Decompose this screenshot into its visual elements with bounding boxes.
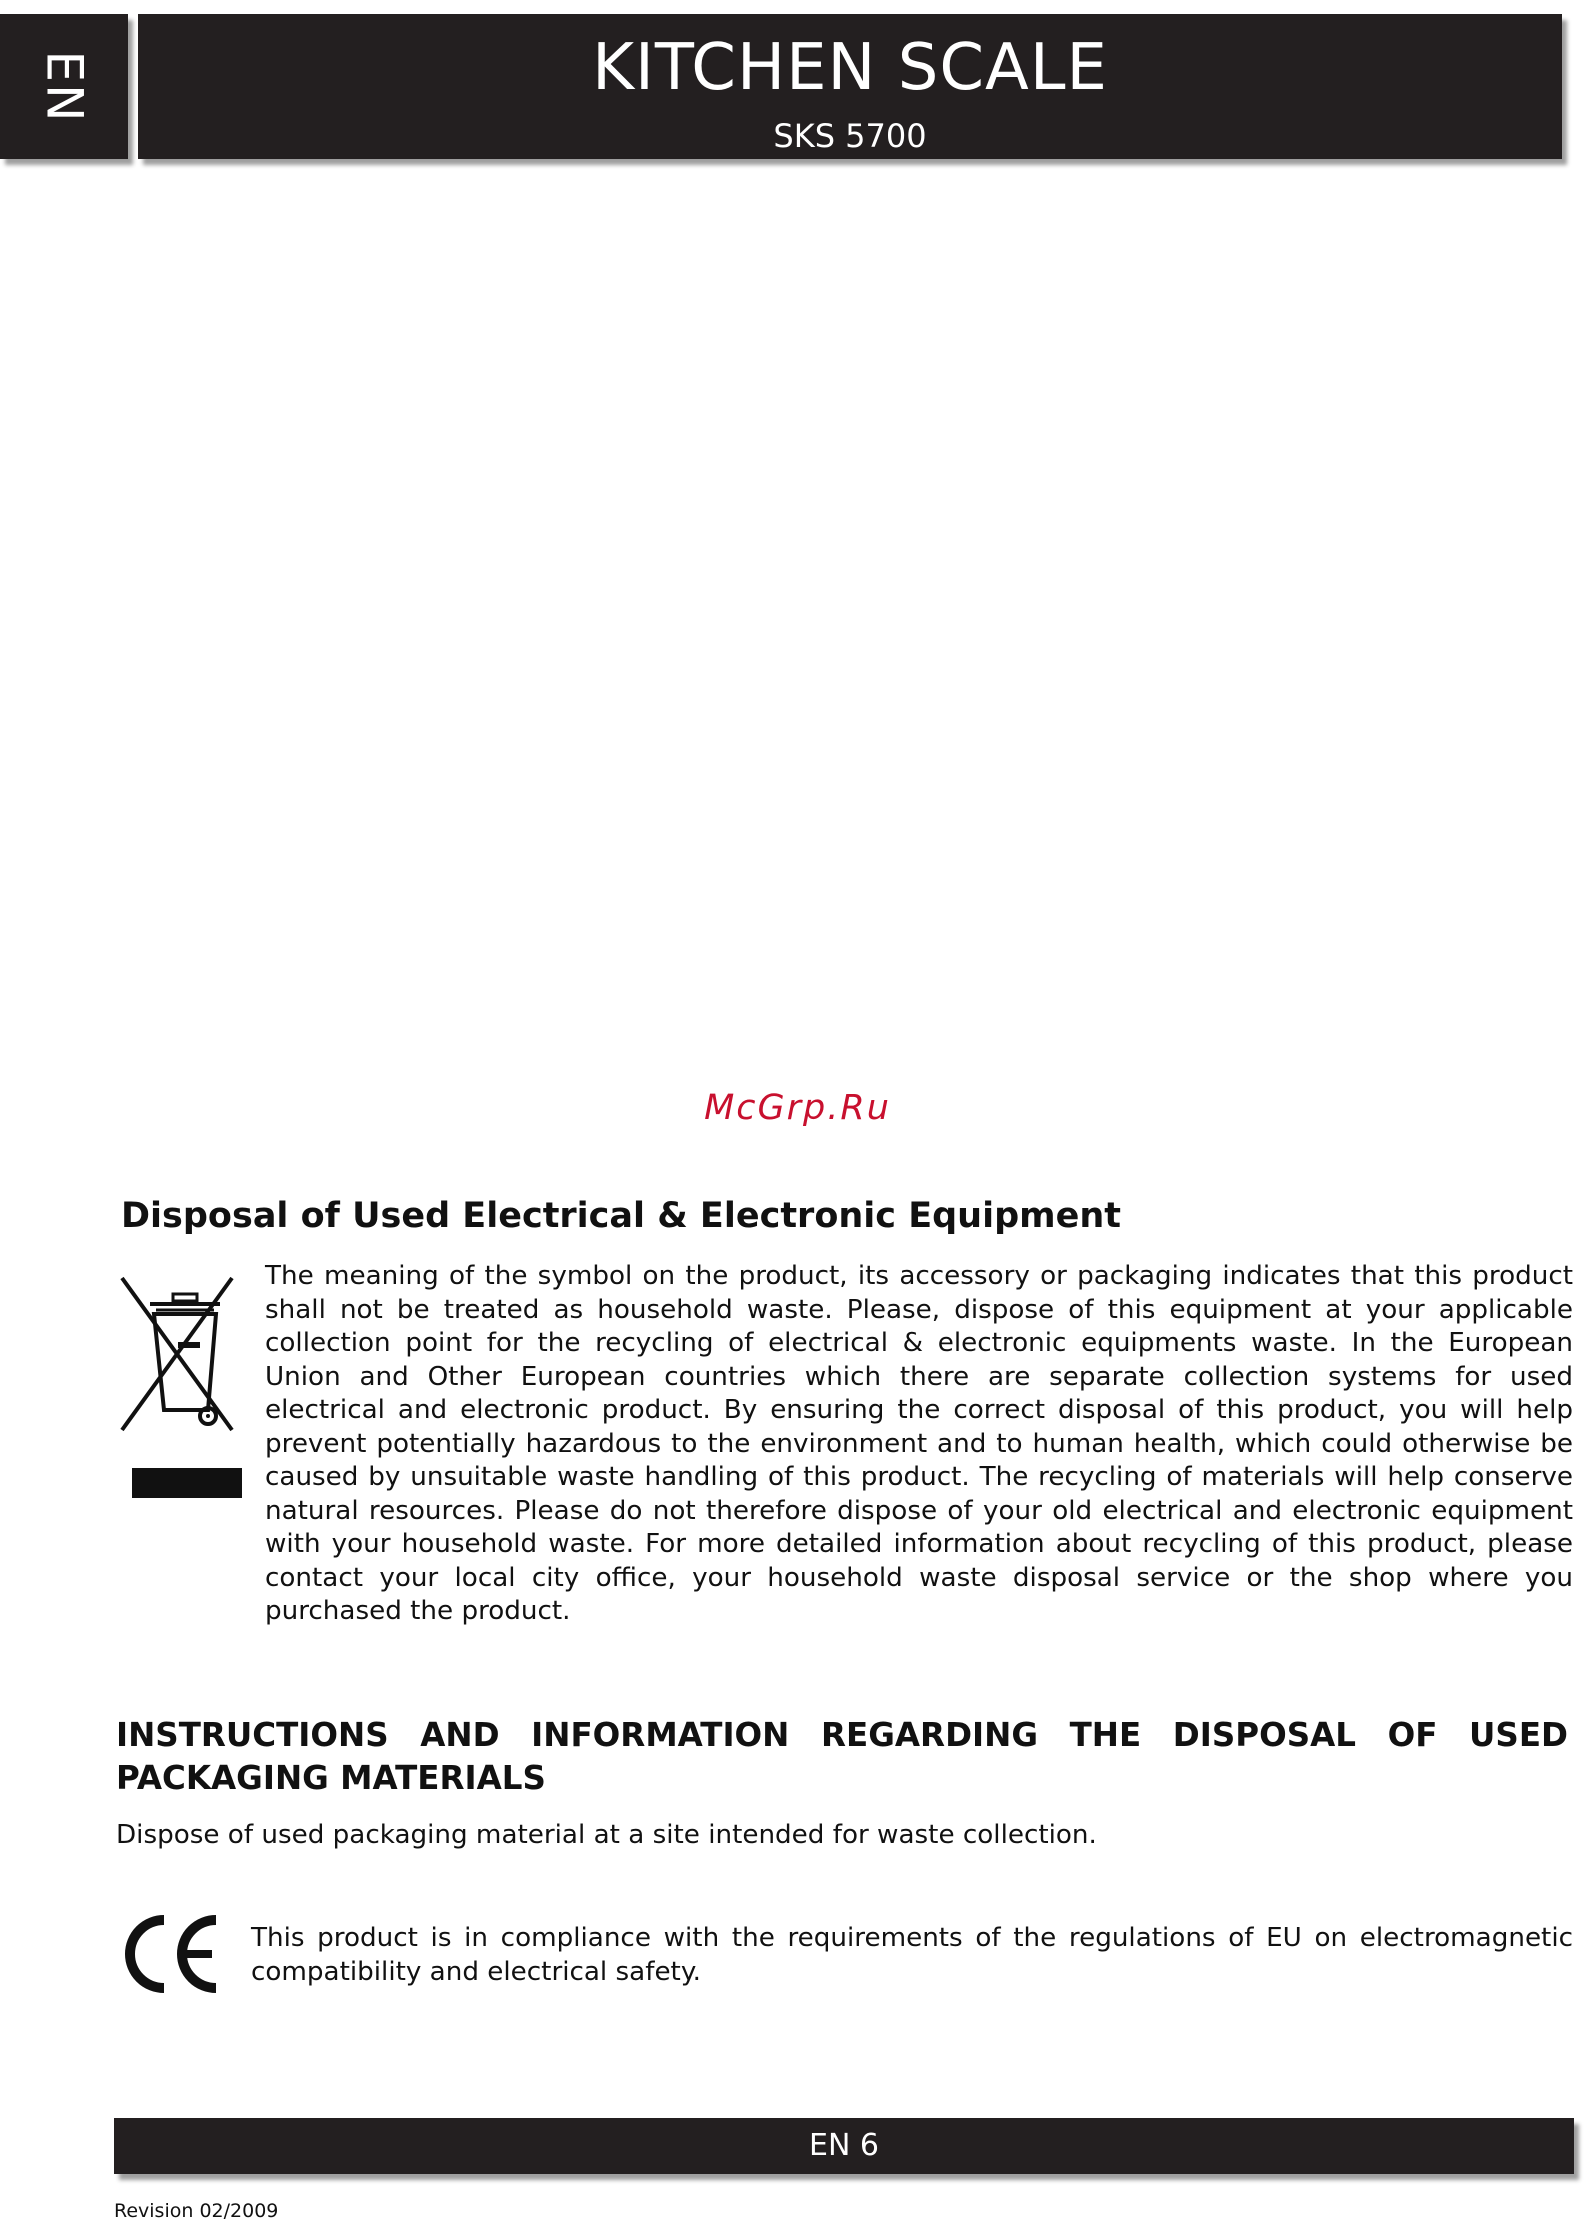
weee-heading: Disposal of Used Electrical & Electronic Equipment [121, 1196, 1121, 1236]
page-number: EN 6 [808, 2128, 880, 2163]
page-title: KITCHEN SCALE [592, 31, 1108, 105]
ce-mark-icon [120, 1912, 222, 1996]
language-label: EN [35, 50, 93, 123]
model-number: SKS 5700 [773, 117, 927, 155]
crossed-out-wheeled-bin-icon [120, 1270, 250, 1500]
weee-body-text: The meaning of the symbol on the product, its accessory or packaging indicates that this product shall not be treated as household waste. Please, dispose of this equipment at your applicable collection point for the recycling of electrical & electronic equipments waste. In the European Union and Other European countries which there are separate collection systems for used electrical and electronic product. By ensuring the correct disposal of this product, you will help prevent potentially hazardous to the environment and to human health, which could otherwise be caused by unsuitable waste handling of this product. The recycling of materials will help conserve natural resources. Please do not therefore dispose of your old electrical and electronic equipment with your household waste. For more detailed information about recycling of this product, please contact your local city office, your household waste disposal service or the shop where you purchased the product. [265, 1261, 1573, 1626]
title-bar [138, 14, 1562, 159]
packaging-heading: INSTRUCTIONS AND INFORMATION REGARDING THE DISPOSAL OF USED PACKAGING MATERIALS [116, 1716, 1568, 1797]
language-tab [0, 14, 128, 159]
packaging-body-text: Dispose of used packaging material at a site intended for waste collection. [116, 1820, 1097, 1850]
revision-label: Revision 02/2009 [114, 2200, 279, 2222]
watermark-text: McGrp.Ru [704, 1088, 891, 1128]
footer-bar [114, 2118, 1574, 2174]
ce-compliance-text: This product is in compliance with the requirements of the regulations of EU on electromagnetic compatibility and electrical safety. [251, 1923, 1573, 1987]
